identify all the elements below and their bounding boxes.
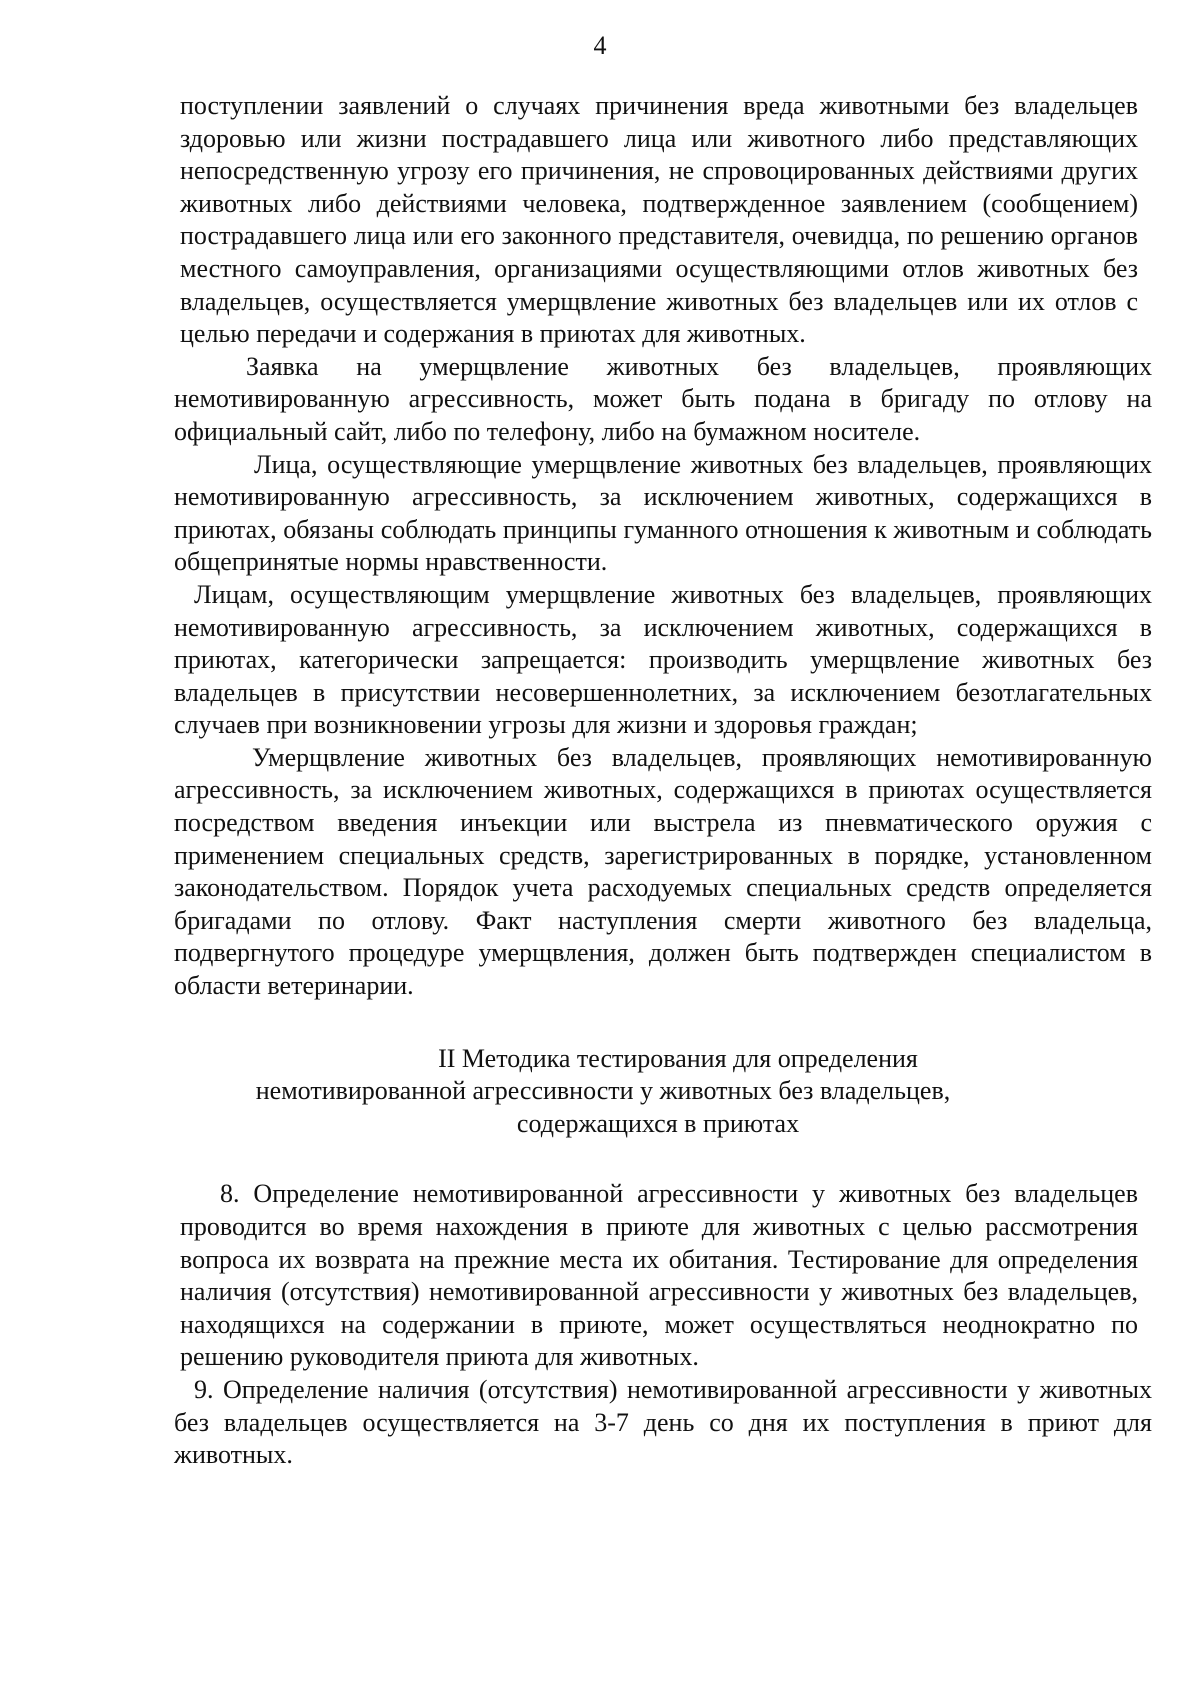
paragraph-request: Заявка на умерщвление животных без владельцев, проявляющих немотивированную агрессивность, может быть подана в бригаду по отлову на официальный сайт, либо по телефону, либо на бумажном носителе.: [174, 351, 1152, 446]
page-number: 4: [593, 31, 607, 60]
paragraph-prohibitions: Лицам, осуществляющим умерщвление животных без владельцев, проявляющих немотивированную агрессивность, за исключением животных, содержащихся в приютах, категорически запрещается: производить умерщвление животных без владельцев в присутствии несовершеннолетних, за исключением безотлагательных случаев при возникновении угрозы для жизни и здоровья граждан;: [174, 579, 1152, 740]
section-heading-line-1: II Методика тестирования для определения: [438, 1043, 918, 1073]
section-heading-line-3: содержащихся в приютах: [516, 1108, 800, 1138]
paragraph-continuation: поступлении заявлений о случаях причинения вреда животными без владельцев здоровью или жизни пострадавшего лица или животного либо представляющих непосредственную угрозу его причинения, не спровоцированных действиями других животных либо действиями человека, подтвержденное заявлением (сообщением) пострадавшего лица или его законного представителя, очевидца, по решению органов местного самоуправления, организациями осуществляющими отлов животных без владельцев, осуществляется умерщвление животных без владельцев или их отлов с целью передачи и содержания в приютах для животных.: [180, 91, 1138, 349]
paragraph-persons-obligations: Лица, осуществляющие умерщвление животных без владельцев, проявляющих немотивированную агрессивность, за исключением животных, содержащихся в приютах, обязаны соблюдать принципы гуманного отношения к животным и соблюдать общепринятые нормы нравственности.: [174, 449, 1152, 577]
paragraph-item-9: 9. Определение наличия (отсутствия) немотивированной агрессивности у животных без владельцев осуществляется на 3-7 день со дня их поступления в приют для животных.: [174, 1374, 1152, 1470]
paragraph-euthanasia-method: Умерщвление животных без владельцев, проявляющих немотивированную агрессивность, за исключением животных, содержащихся в приютах осуществляется посредством введения инъекции или выстрела из пневматического оружия с применением специальных средств, зарегистрированных в порядке, установленном законодательством. Порядок учета расходуемых специальных средств определяется бригадами по отлову. Факт наступления смерти животного без владельца, подвергнутого процедуре умерщвления, должен быть подтвержден специалистом в области ветеринарии.: [174, 742, 1152, 1001]
document-body: [174, 90, 1152, 1472]
section-heading-line-2: немотивированной агрессивности у животных без владельцев,: [255, 1076, 951, 1106]
paragraph-item-8: 8. Определение немотивированной агрессивности у животных без владельцев проводится во время нахождения в приюте для животных с целью рассмотрения вопроса их возврата на прежние места их обитания. Тестирование для определения наличия (отсутствия) немотивированной агрессивности у животных без владельцев, находящихся на содержании в приюте, может осуществляться неоднократно по решению руководителя приюта для животных.: [180, 1179, 1138, 1372]
section-heading: [174, 1043, 1152, 1141]
